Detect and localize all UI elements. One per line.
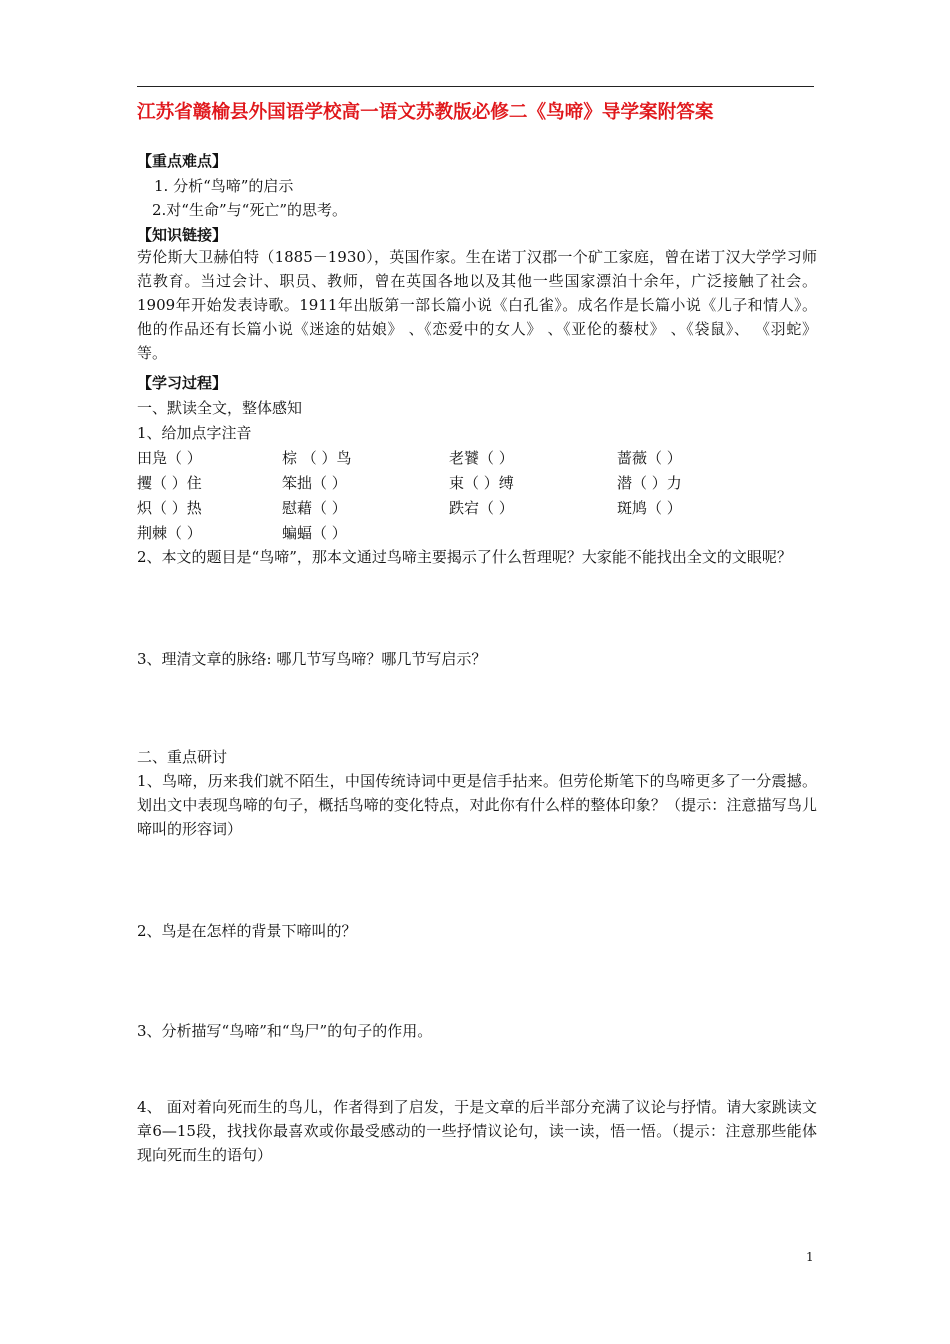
pinyin-item: 炽（ ）热 [137,499,202,517]
header-rule [137,86,814,87]
part2-heading: 二、重点研讨 [137,748,228,766]
pinyin-item: 攫（ ）住 [137,474,202,492]
knowledge-paragraph: 劳伦斯大卫赫伯特（1885－1930），英国作家。生在诺丁汉郡一个矿工家庭，曾在诺丁汉大学学习师范教育。当过会计、职员、教师，曾在英国各地以及其他一些国家漂泊十余年，广泛接触了社会。1909年开始发表诗歌。1911年出版第一部长篇小说《白孔雀》。成名作是长篇小说《儿子和情人》。 他的作品还有长篇小说《迷途的姑娘》 、《恋爱中的女人》 、《亚伦的藜杖》 、《袋鼠》、 《羽蛇》 等。 [137,248,817,362]
research-3: 3、分析描写“鸟啼”和“鸟尸”的句子的作用。 [137,1022,433,1040]
page-number: 1 [806,1250,814,1264]
pinyin-item: 笨拙（ ） [282,474,347,492]
question-2: 2、本文的题目是“鸟啼”，那本文通过鸟啼主要揭示了什么哲理呢？大家能不能找出全文的文眼呢？ [137,548,792,566]
pinyin-item: 跌宕（ ） [449,499,514,517]
process-heading: 【学习过程】 [137,374,228,392]
key-point-item: 1. 分析“鸟啼”的启示 [154,177,294,195]
pinyin-item: 蝙蝠（ ） [282,524,347,542]
research-4: 4、 面对着向死而生的鸟儿，作者得到了启发，于是文章的后半部分充满了议论与抒情。请大家跳读文章6—15段，找找你最喜欢或你最受感动的一些抒情议论句，读一读，悟一悟。（提示：注意那些能体现向死而生的语句） [137,1098,817,1164]
pinyin-item: 慰藉（ ） [282,499,347,517]
key-point-item: 2.对“生命”与“死亡”的思考。 [152,201,347,219]
document-title: 江苏省赣榆县外国语学校高一语文苏教版必修二《鸟啼》导学案附答案 [137,102,714,123]
part1-heading: 一、默读全文，整体感知 [137,399,303,417]
pinyin-item: 田凫（ ） [137,449,202,467]
pinyin-item: 潜（ ）力 [617,474,682,492]
pinyin-item: 荆棘（ ） [137,524,202,542]
pinyin-item: 束（ ）缚 [449,474,514,492]
pinyin-item: 老饕（ ） [449,449,514,467]
pinyin-item: 斑鸠（ ） [617,499,682,517]
key-points-heading: 【重点难点】 [137,152,228,170]
research-1: 1、鸟啼，历来我们就不陌生，中国传统诗词中更是信手拈来。但劳伦斯笔下的鸟啼更多了一分震撼。划出文中表现鸟啼的句子，概括鸟啼的变化特点，对此你有什么样的整体印象？（提示：注意描写鸟儿啼叫的形容词） [137,772,817,838]
research-2: 2、鸟是在怎样的背景下啼叫的？ [137,922,357,940]
question-3: 3、理清文章的脉络: 哪几节写鸟啼？哪几节写启示？ [137,650,487,668]
pinyin-item: 棕 （ ）鸟 [282,449,352,467]
question-1: 1、给加点字注音 [137,424,252,442]
pinyin-item: 蔷薇（ ） [617,449,682,467]
knowledge-heading: 【知识链接】 [137,226,228,244]
